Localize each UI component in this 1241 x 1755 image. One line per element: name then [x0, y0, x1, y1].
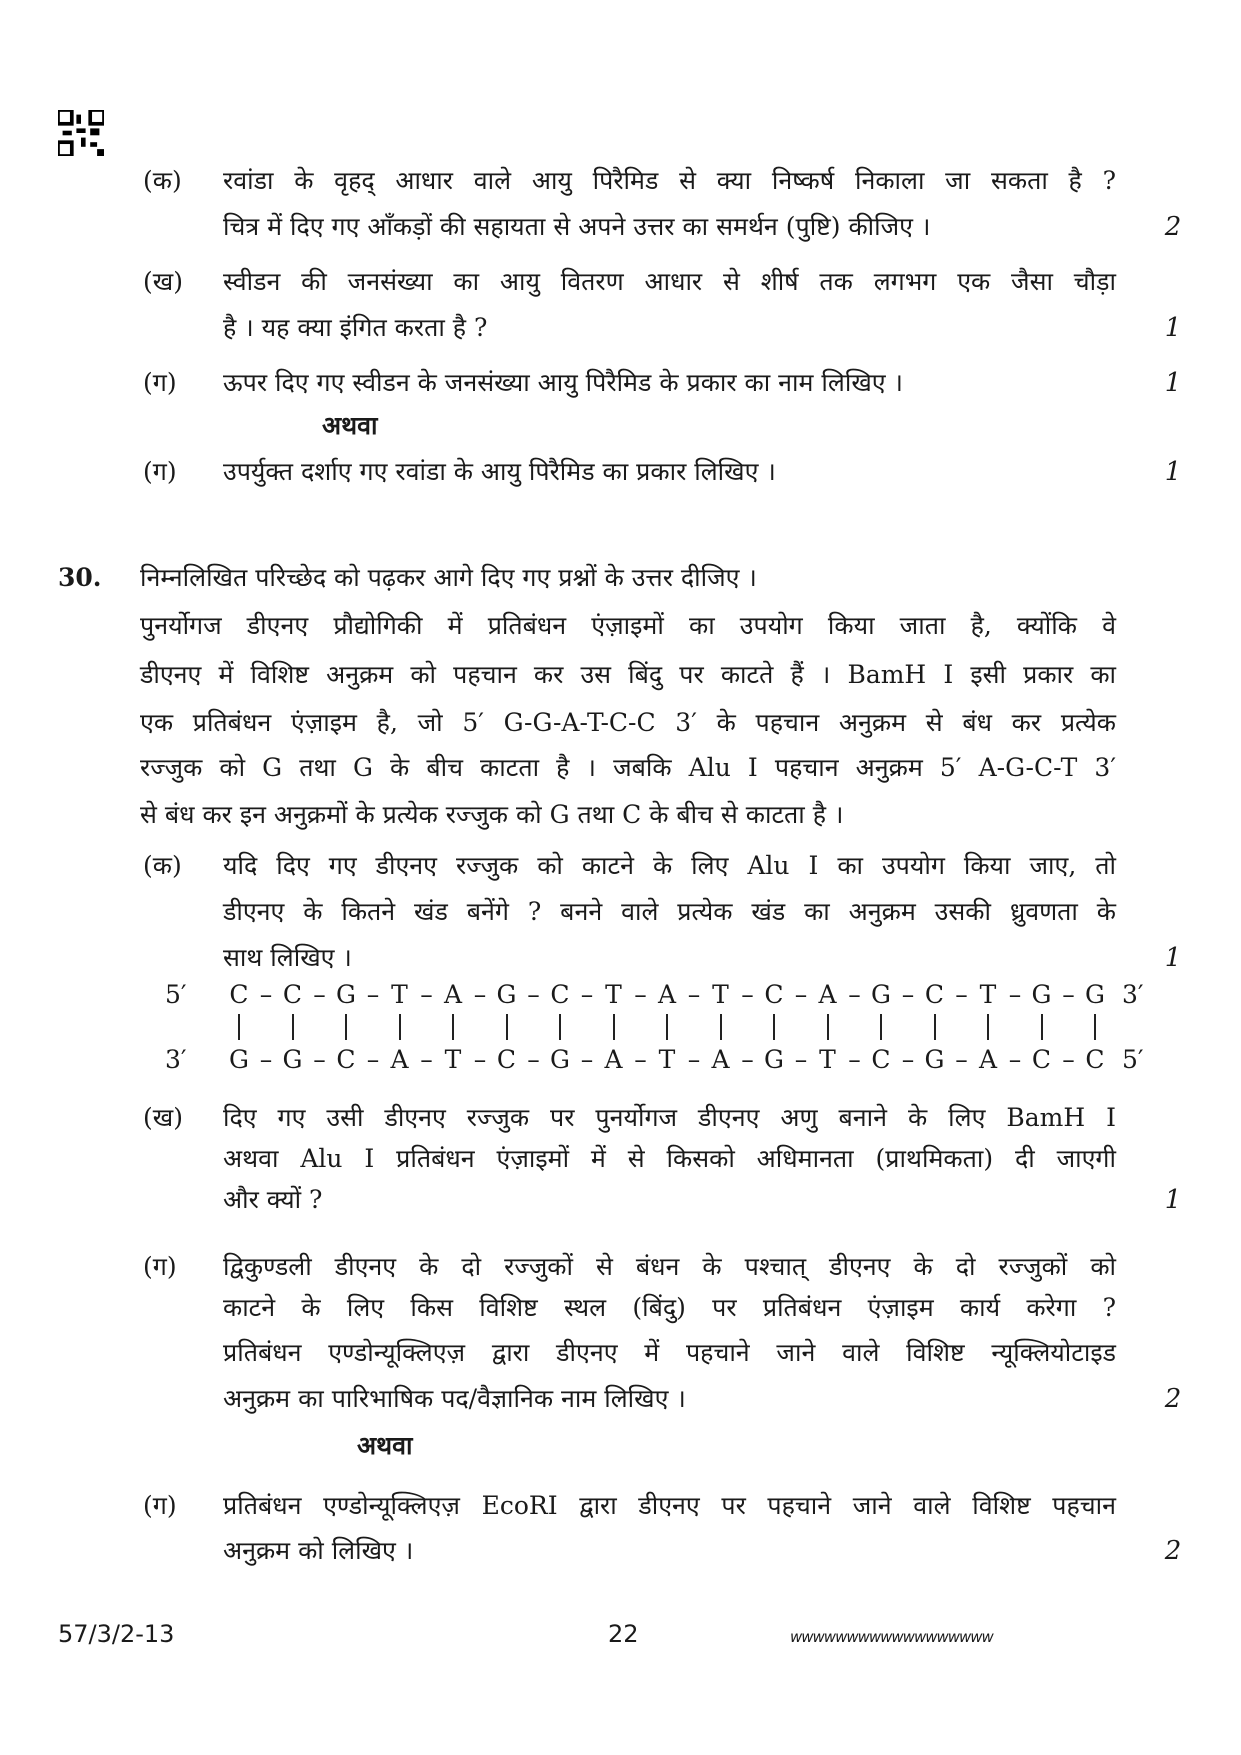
question-text: अनुक्रम का पारिभाषिक पद/वैज्ञानिक नाम लिखिए । [223, 1384, 686, 1413]
nucleotide-base: G [1031, 980, 1052, 1009]
nucleotide-base: C [496, 1045, 517, 1074]
marks: 1 [1164, 457, 1182, 487]
bond-dash: – [687, 1045, 701, 1074]
question-text: और क्यों ? [223, 1185, 323, 1214]
base-pair-bond [506, 1014, 508, 1040]
bond-dash: – [1008, 1045, 1022, 1074]
page-number: 22 [608, 1620, 639, 1648]
question-text: रवांडा के वृहद् आधार वाले आयु पिरैमिड से क्या निष्कर्ष निकाला जा सकता है ? [223, 166, 1116, 195]
bond-dash: – [527, 980, 540, 1009]
bond-dash: – [420, 980, 433, 1009]
nucleotide-base: C [229, 980, 249, 1009]
or-heading: अथवा [322, 411, 378, 440]
nucleotide-base: G [336, 980, 356, 1009]
bond-dash: – [580, 980, 594, 1009]
nucleotide-base: C [336, 1045, 356, 1074]
nucleotide-base: A [818, 980, 837, 1009]
nucleotide-base: T [819, 1045, 836, 1074]
question-label: (क) [143, 166, 182, 195]
question-text: प्रतिबंधन एण्डोन्यूक्लिएज़ द्वारा डीएनए में पहचाने जाने वाले विशिष्ट न्यूक्लियोटाइड [223, 1338, 1116, 1367]
bond-dash: – [901, 1045, 915, 1074]
question-instruction: निम्नलिखित परिच्छेद को पढ़कर आगे दिए गए प्रश्नों के उत्तर दीजिए । [140, 563, 757, 592]
bond-dash: – [313, 1045, 326, 1074]
passage-line: एक प्रतिबंधन एंज़ाइम है, जो 5′ G-G-A-T-C-C 3′ के पहचान अनुक्रम से बंध कर प्रत्येक [140, 708, 1116, 737]
question-label: (ख) [143, 267, 183, 296]
bond-dash: – [794, 1045, 808, 1074]
base-pair-bond [559, 1014, 561, 1040]
base-pair-bond [1041, 1014, 1043, 1040]
bond-dash: – [634, 980, 647, 1009]
question-text: अथवा Alu I प्रतिबंधन एंज़ाइमों में से किसको अधिमानता (प्राथमिकता) दी जाएगी [223, 1144, 1116, 1173]
nucleotide-base: G [229, 1045, 249, 1074]
question-number: 30. [58, 563, 102, 592]
nucleotide-base: T [444, 1045, 462, 1074]
bond-dash: – [634, 1045, 647, 1074]
bond-dash: – [473, 980, 487, 1009]
nucleotide-base: C [550, 980, 570, 1009]
bond-dash: – [366, 1045, 380, 1074]
base-pair-bond [666, 1014, 668, 1040]
or-heading: अथवा [357, 1431, 413, 1460]
nucleotide-base: C [871, 1045, 891, 1074]
bond-dash: – [527, 1045, 540, 1074]
question-text: द्विकुण्डली डीएनए के दो रज्जुकों से बंधन के पश्चात् डीएनए के दो रज्जुकों को [223, 1252, 1116, 1281]
nucleotide-base: T [658, 1045, 676, 1074]
marks: 1 [1164, 368, 1182, 398]
bond-dash: – [741, 1045, 754, 1074]
bond-dash: – [955, 1045, 968, 1074]
bond-dash: – [1008, 980, 1022, 1009]
strand-end-label: 3′ [165, 1045, 187, 1074]
bond-dash: – [741, 980, 754, 1009]
bond-dash: – [259, 980, 273, 1009]
bond-dash: – [955, 980, 968, 1009]
marks: 2 [1164, 1536, 1182, 1566]
question-text: यदि दिए गए डीएनए रज्जुक को काटने के लिए Alu I का उपयोग किया जाए, तो [223, 851, 1116, 880]
passage-line: रज्जुक को G तथा G के बीच काटता है । जबकि Alu I पहचान अनुक्रम 5′ A-G-C-T 3′ [140, 753, 1116, 782]
bond-dash: – [580, 1045, 594, 1074]
question-text: स्वीडन की जनसंख्या का आयु वितरण आधार से शीर्ष तक लगभग एक जैसा चौड़ा [223, 267, 1116, 296]
nucleotide-base: C [764, 980, 784, 1009]
base-pair-bond [399, 1014, 401, 1040]
nucleotide-base: A [978, 1045, 998, 1074]
nucleotide-base: C [1085, 1045, 1105, 1074]
question-text: चित्र में दिए गए आँकड़ों की सहायता से अपने उत्तर का समर्थन (पुष्टि) कीजिए । [223, 212, 931, 241]
question-text: है । यह क्या इंगित करता है ? [223, 313, 488, 342]
nucleotide-base: T [979, 980, 997, 1009]
marks: 2 [1164, 212, 1182, 242]
paper-code: 57/3/2-13 [58, 1620, 175, 1648]
question-text: ऊपर दिए गए स्वीडन के जनसंख्या आयु पिरैमिड के प्रकार का नाम लिखिए । [223, 368, 904, 397]
base-pair-bond [987, 1014, 989, 1040]
nucleotide-base: C [924, 980, 945, 1009]
nucleotide-base: G [764, 1045, 784, 1074]
marks: 1 [1164, 1185, 1182, 1215]
bond-dash: – [366, 980, 380, 1009]
nucleotide-base: T [605, 980, 622, 1009]
nucleotide-base: T [712, 980, 729, 1009]
passage-line: से बंध कर इन अनुक्रमों के प्रत्येक रज्जुक को G तथा C के बीच से काटता है । [140, 800, 844, 829]
marks: 1 [1164, 943, 1182, 973]
question-label: (ग) [143, 368, 177, 397]
base-pair-bond [827, 1014, 829, 1040]
bond-dash: – [1062, 980, 1075, 1009]
passage-line: डीएनए में विशिष्ट अनुक्रम को पहचान कर उस बिंदु पर काटते हैं । BamH I इसी प्रकार का [140, 660, 1116, 689]
base-pair-bond [720, 1014, 722, 1040]
nucleotide-base: G [282, 1045, 303, 1074]
marks: 2 [1164, 1384, 1182, 1414]
nucleotide-base: A [604, 1045, 623, 1074]
bond-dash: – [313, 980, 326, 1009]
base-pair-bond [934, 1014, 936, 1040]
nucleotide-base: G [871, 980, 891, 1009]
question-text: प्रतिबंधन एण्डोन्यूक्लिएज़ EcoRI द्वारा डीएनए पर पहचाने जाने वाले विशिष्ट पहचान [223, 1491, 1116, 1520]
nucleotide-base: A [657, 980, 677, 1009]
bond-dash: – [794, 980, 808, 1009]
question-label: (क) [143, 851, 182, 880]
base-pair-bond [880, 1014, 882, 1040]
bond-dash: – [473, 1045, 487, 1074]
base-pair-bond [238, 1014, 240, 1040]
bond-dash: – [687, 980, 701, 1009]
strand-end-label: 5′ [165, 980, 187, 1009]
question-text: दिए गए उसी डीएनए रज्जुक पर पुनर्योगज डीएनए अणु बनाने के लिए BamH I [223, 1103, 1116, 1132]
question-label: (ग) [143, 1491, 177, 1520]
base-pair-bond [345, 1014, 347, 1040]
nucleotide-base: G [550, 1045, 570, 1074]
nucleotide-base: G [1085, 980, 1105, 1009]
strand-end-label: 5′ [1122, 1045, 1144, 1074]
nucleotide-base: T [391, 980, 408, 1009]
marks: 1 [1164, 313, 1182, 343]
bond-dash: – [901, 980, 915, 1009]
wavy-line-decoration: wwwwwwwwwwwwwwwwww [790, 1628, 993, 1646]
nucleotide-base: A [390, 1045, 409, 1074]
question-text: डीएनए के कितने खंड बनेंगे ? बनने वाले प्रत्येक खंड का अनुक्रम उसकी ध्रुवणता के [223, 897, 1116, 926]
question-label: (ग) [143, 457, 177, 486]
strand-end-label: 3′ [1122, 980, 1144, 1009]
question-text: साथ लिखिए । [223, 943, 352, 972]
bond-dash: – [259, 1045, 273, 1074]
base-pair-bond [613, 1014, 615, 1040]
qr-code-icon [58, 110, 104, 156]
nucleotide-base: A [711, 1045, 730, 1074]
nucleotide-base: G [924, 1045, 945, 1074]
base-pair-bond [292, 1014, 294, 1040]
nucleotide-base: C [1031, 1045, 1052, 1074]
nucleotide-base: G [496, 980, 517, 1009]
bond-dash: – [420, 1045, 433, 1074]
bond-dash: – [848, 980, 861, 1009]
base-pair-bond [773, 1014, 775, 1040]
nucleotide-base: A [443, 980, 463, 1009]
passage-line: पुनर्योगज डीएनए प्रौद्योगिकी में प्रतिबंधन एंज़ाइमों का उपयोग किया जाता है, क्योंकि वे [140, 611, 1116, 640]
question-label: (ग) [143, 1252, 177, 1281]
question-text: अनुक्रम को लिखिए । [223, 1536, 414, 1565]
base-pair-bond [1094, 1014, 1096, 1040]
base-pair-bond [452, 1014, 454, 1040]
bond-dash: – [1062, 1045, 1075, 1074]
bond-dash: – [848, 1045, 861, 1074]
question-label: (ख) [143, 1103, 183, 1132]
question-text: उपर्युक्त दर्शाए गए रवांडा के आयु पिरैमिड का प्रकार लिखिए । [223, 457, 776, 486]
question-text: काटने के लिए किस विशिष्ट स्थल (बिंदु) पर प्रतिबंधन एंज़ाइम कार्य करेगा ? [223, 1293, 1116, 1322]
nucleotide-base: C [282, 980, 303, 1009]
